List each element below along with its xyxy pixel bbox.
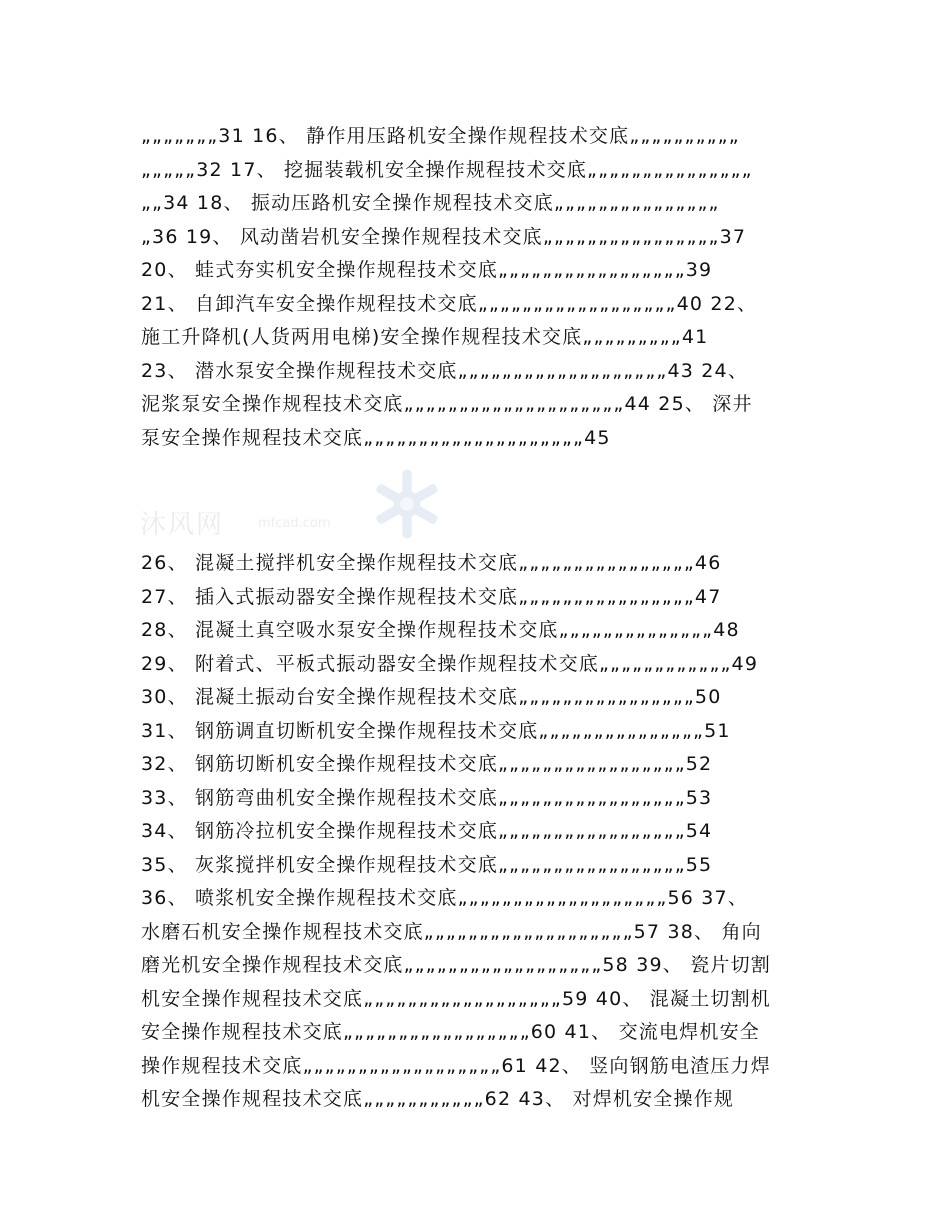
toc-line: 35、 灰浆搅拌机安全操作规程技术交底„„„„„„„„„„„„„„„„„55 <box>141 853 713 876</box>
toc-line: 32、 钢筋切断机安全操作规程技术交底„„„„„„„„„„„„„„„„„52 <box>141 753 713 775</box>
toc-line: 机安全操作规程技术交底„„„„„„„„„„„62 43、 对焊机安全操作规 <box>141 1088 735 1110</box>
toc-line: 21、 自卸汽车安全操作规程技术交底„„„„„„„„„„„„„„„„„„40 22、 <box>141 292 758 315</box>
toc-line: 施工升降机(人货两用电梯)安全操作规程技术交底„„„„„„„„„41 <box>141 326 709 348</box>
toc-block-1 <box>141 120 821 455</box>
toc-line: 33、 钢筋弯曲机安全操作规程技术交底„„„„„„„„„„„„„„„„„53 <box>141 786 713 809</box>
toc-block-2 <box>141 547 821 1117</box>
toc-line: 26、 混凝土搅拌机安全操作规程技术交底„„„„„„„„„„„„„„„„46 <box>141 552 722 574</box>
toc-line: 27、 插入式振动器安全操作规程技术交底„„„„„„„„„„„„„„„„47 <box>141 585 722 608</box>
toc-line: 29、 附着式、平板式振动器安全操作规程技术交底„„„„„„„„„„„„49 <box>141 652 759 675</box>
toc-line: 34、 钢筋冷拉机安全操作规程技术交底„„„„„„„„„„„„„„„„„54 <box>141 820 713 842</box>
toc-line: 31、 钢筋调直切断机安全操作规程技术交底„„„„„„„„„„„„„„„51 <box>141 719 731 742</box>
toc-line: 磨光机安全操作规程技术交底„„„„„„„„„„„„„„„„„„58 39、 瓷片切割 <box>141 954 772 976</box>
toc-line: 水磨石机安全操作规程技术交底„„„„„„„„„„„„„„„„„„„57 38、 角向 <box>141 920 762 943</box>
toc-line: 36、 喷浆机安全操作规程技术交底„„„„„„„„„„„„„„„„„„„56 37、 <box>141 887 749 909</box>
toc-line: 机安全操作规程技术交底„„„„„„„„„„„„„„„„„„59 40、 混凝土切割机 <box>141 987 772 1010</box>
toc-line: 20、 蛙式夯实机安全操作规程技术交底„„„„„„„„„„„„„„„„„39 <box>141 259 713 281</box>
toc-line: 安全操作规程技术交底„„„„„„„„„„„„„„„„„60 41、 交流电焊机安全 <box>141 1021 760 1043</box>
toc-line: „„„„„32 17、 挖掘装载机安全操作规程技术交底„„„„„„„„„„„„„„„ <box>141 158 753 181</box>
toc-line: 泵安全操作规程技术交底„„„„„„„„„„„„„„„„„„„„45 <box>141 426 611 449</box>
snowflake-logo-icon <box>368 466 446 542</box>
toc-line: „„„„„„„31 16、 静作用压路机安全操作规程技术交底„„„„„„„„„„ <box>141 125 740 147</box>
toc-line: „36 19、 风动凿岩机安全操作规程技术交底„„„„„„„„„„„„„„„„37 <box>141 225 747 248</box>
watermark-url: mfcad.com <box>258 516 331 531</box>
toc-line: „„34 18、 振动压路机安全操作规程技术交底„„„„„„„„„„„„„„„ <box>141 192 720 214</box>
toc-line: 30、 混凝土振动台安全操作规程技术交底„„„„„„„„„„„„„„„„50 <box>141 686 722 708</box>
watermark-text: 沐风网 <box>140 510 225 540</box>
toc-line: 泥浆泵安全操作规程技术交底„„„„„„„„„„„„„„„„„„„„44 25、 深井 <box>141 393 753 415</box>
toc-line: 23、 潜水泵安全操作规程技术交底„„„„„„„„„„„„„„„„„„„43 24、 <box>141 359 749 382</box>
toc-line: 28、 混凝土真空吸水泵安全操作规程技术交底„„„„„„„„„„„„„„48 <box>141 619 740 641</box>
watermark <box>140 466 460 546</box>
toc-line: 操作规程技术交底„„„„„„„„„„„„„„„„„„61 42、 竖向钢筋电渣压力焊 <box>141 1054 772 1077</box>
